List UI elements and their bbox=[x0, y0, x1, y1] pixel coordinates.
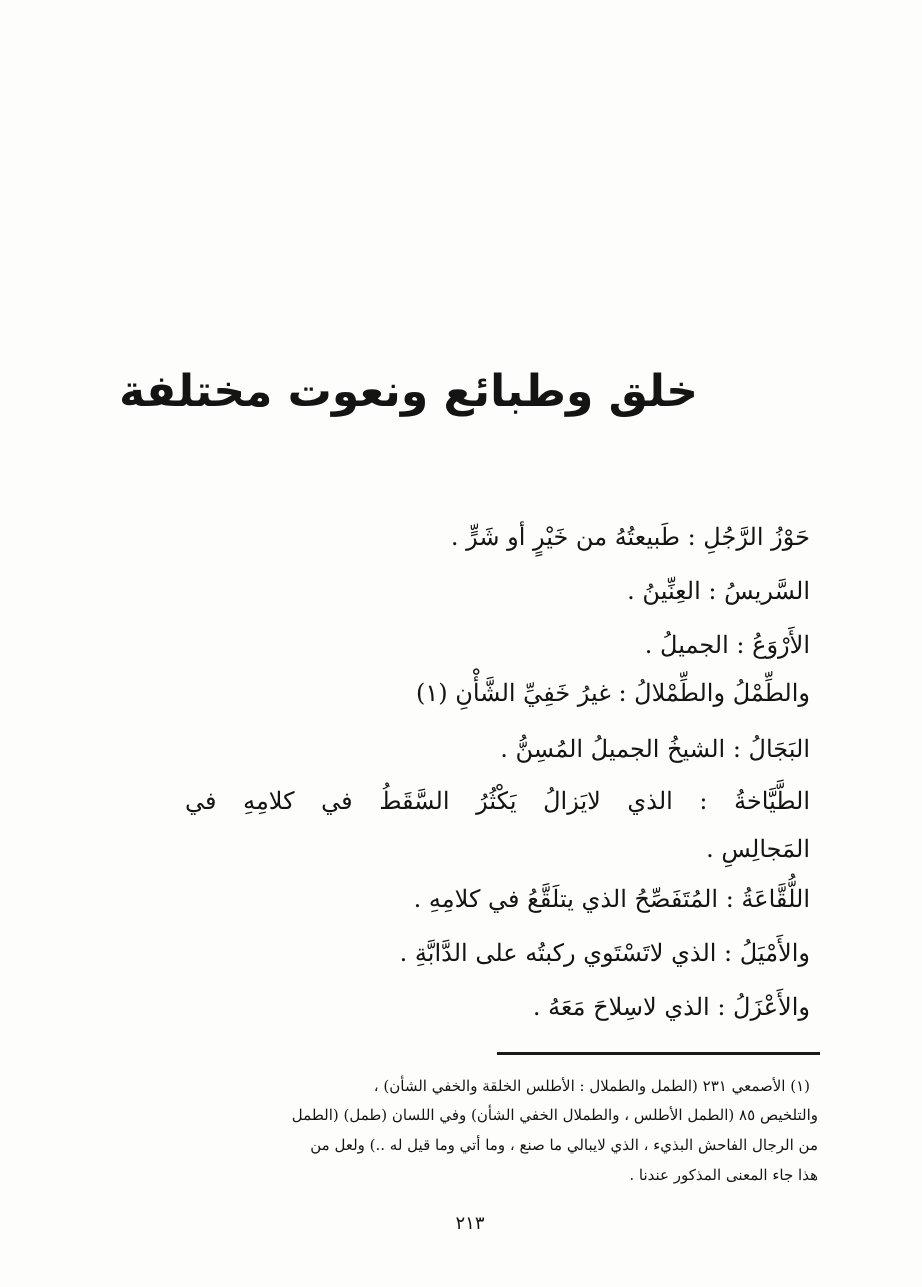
entry-line: اللُّقَّاعَةُ : المُتَفَصِّحُ الذي يتلَقَّعُ في كلامِهِ . bbox=[413, 885, 810, 913]
entry-line: والطِّمْلُ والطِّمْلالُ : غيرُ خَفِيِّ الشَّأْنِ (١) bbox=[415, 679, 810, 707]
footnote-line: هذا جاء المعنى المذكور عندنا . bbox=[629, 1166, 818, 1184]
section-heading: خلق وطبائع ونعوت مختلفة bbox=[119, 366, 698, 417]
entry-line-continuation: المَجالِسِ . bbox=[706, 835, 810, 863]
entry-line: السَّريسُ : العِنِّينُ . bbox=[627, 577, 810, 605]
entry-line: والأَمْيَلُ : الذي لاتَسْتَوي ركبتُه على الدَّابَّةِ . bbox=[399, 939, 810, 967]
entry-line: الطَّيَّاخةُ : الذي لايَزالُ يَكْثُرُ السَّقَطُ في كلامِهِ في bbox=[185, 787, 810, 815]
entry-line: البَجَالُ : الشيخُ الجميلُ المُسِنُّ . bbox=[500, 735, 810, 763]
footnote-line: والتلخيص ٨٥ (الطمل الأطلس ، والطملال الخفي الشأن) وفي اللسان (طمل) (الطمل bbox=[291, 1106, 818, 1124]
entry-line: الأَرْوَعُ : الجميلُ . bbox=[644, 631, 810, 659]
entry-line: والأَعْزَلُ : الذي لاسِلاحَ مَعَهُ . bbox=[532, 993, 810, 1021]
entry-line: حَوْزُ الرَّجُلِ : طَبيعتُهُ من خَيْرٍ أو شَرٍّ . bbox=[450, 523, 810, 551]
footnote-divider bbox=[497, 1052, 820, 1055]
page-number: ٢١٣ bbox=[455, 1213, 485, 1234]
footnote-line: (١) الأصمعي ٢٣١ (الطمل والطملال : الأطلس الخلقة والخفي الشأن) ، bbox=[373, 1077, 810, 1095]
footnote-line: من الرجال الفاحش البذيء ، الذي لايبالي ما صنع ، وما أتي وما قيل له ..) ولعل من bbox=[310, 1136, 818, 1154]
